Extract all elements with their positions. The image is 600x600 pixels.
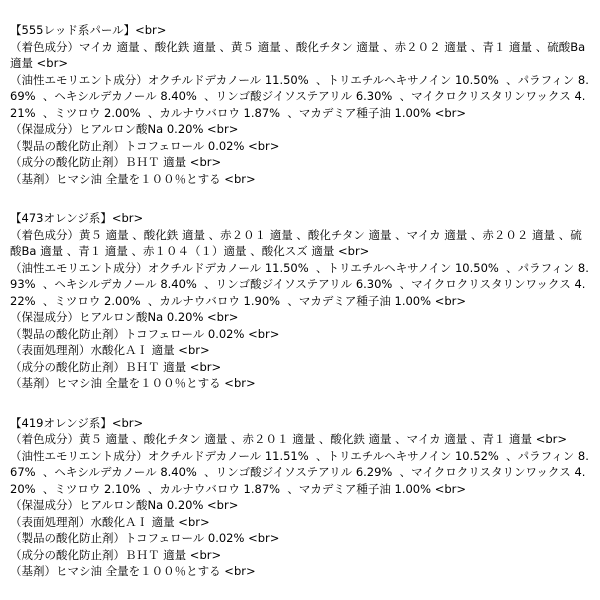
humectant-line: （保湿成分）ヒアルロン酸Na 0.20% <br> xyxy=(10,310,239,324)
block-title: 【473オレンジ系】<br> xyxy=(10,211,144,225)
humectant-line: （保湿成分）ヒアルロン酸Na 0.20% <br> xyxy=(10,498,239,512)
block-separator xyxy=(10,406,592,415)
ingredient-block-473 xyxy=(10,210,592,392)
humectant-line: （保湿成分）ヒアルロン酸Na 0.20% <br> xyxy=(10,122,239,136)
colorant-line: （着色成分）マイカ 適量 、酸化鉄 適量 、黄５ 適量 、酸化チタン 適量 、赤２０２ 適量 、青１ 適量 、硫酸Ba 適量 <br> xyxy=(10,39,589,70)
product-antioxidant-line: （製品の酸化防止剤）トコフェロール 0.02% <br> xyxy=(10,326,280,341)
component-antioxidant-line: （成分の酸化防止剤）ＢＨＴ 適量 <br> xyxy=(10,359,222,374)
product-antioxidant-line: （製品の酸化防止剤）トコフェロール 0.02% <br> xyxy=(10,138,280,153)
ingredient-block-555 xyxy=(10,22,592,187)
colorant-line: （着色成分）黄５ 適量 、酸化チタン 適量 、赤２０１ 適量 、酸化鉄 適量 、マイカ 適量 、青１ 適量 <br> xyxy=(10,432,568,446)
product-antioxidant-line: （製品の酸化防止剤）トコフェロール 0.02% <br> xyxy=(10,531,280,545)
ingredient-block-419 xyxy=(10,415,592,580)
component-antioxidant-line: （成分の酸化防止剤）ＢＨＴ 適量 <br> xyxy=(10,155,222,169)
colorant-line: （着色成分）黄５ 適量 、酸化鉄 適量 、赤２０１ 適量 、酸化チタン 適量 、マイカ 適量 、赤２０２ 適量 、硫酸Ba 適量 、青１ 適量 、赤１０４（１）適量 、酸化スズ 適量 <br> xyxy=(10,227,582,258)
base-line: （基剤）ヒマシ油 全量を１００％とする <br> xyxy=(10,564,256,578)
block-title: 【555レッド系パール】<br> xyxy=(10,23,167,37)
base-line: （基剤）ヒマシ油 全量を１００％とする <br> xyxy=(10,171,256,186)
block-separator xyxy=(10,201,592,210)
emollient-line: （油性エモリエント成分）オクチルドデカノール 11.50% 、トリエチルヘキサノイン 10.50% 、パラフィン 8.69% 、ヘキシルデカノール 8.40% 、リンゴ酸ジイソステアリル 6.30% 、マイクロクリスタリンワックス 4.21% 、ミツロウ 2.00% 、カルナウバロウ 1.87% 、マカデミア種子油 1.00% <br> xyxy=(10,72,589,120)
surface-treatment-line: （表面処理剤）水酸化ＡＩ 適量 <br> xyxy=(10,514,210,529)
component-antioxidant-line: （成分の酸化防止剤）ＢＨＴ 適量 <br> xyxy=(10,547,222,562)
emollient-line: （油性エモリエント成分）オクチルドデカノール 11.50% 、トリエチルヘキサノイン 10.50% 、パラフィン 8.93% 、ヘキシルデカノール 8.40% 、リンゴ酸ジイソステアリル 6.30% 、マイクロクリスタリンワックス 4.22% 、ミツロウ 2.00% 、カルナウバロウ 1.90% 、マカデミア種子油 1.00% <br> xyxy=(10,260,589,308)
base-line: （基剤）ヒマシ油 全量を１００％とする <br> xyxy=(10,376,256,390)
surface-treatment-line: （表面処理剤）水酸化ＡＩ 適量 <br> xyxy=(10,343,210,357)
block-title: 【419オレンジ系】<br> xyxy=(10,415,144,430)
emollient-line: （油性エモリエント成分）オクチルドデカノール 11.51% 、トリエチルヘキサノイン 10.52% 、パラフィン 8.67% 、ヘキシルデカノール 8.40% 、リンゴ酸ジイソステアリル 6.29% 、マイクロクリスタリンワックス 4.20% 、ミツロウ 2.10% 、カルナウバロウ 1.87% 、マカデミア種子油 1.00% <br> xyxy=(10,448,589,496)
